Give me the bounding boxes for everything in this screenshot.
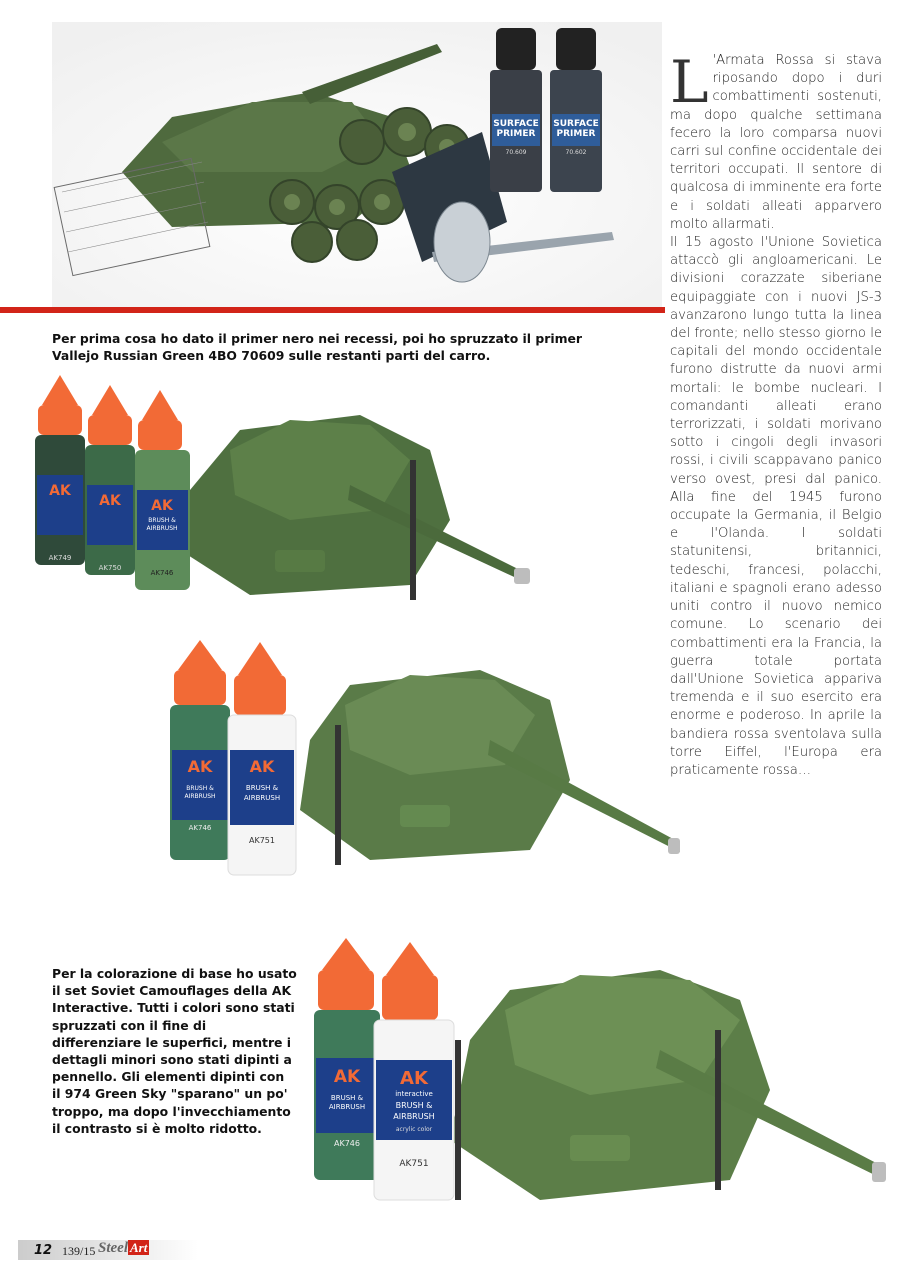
ak-code-6: AK746 bbox=[334, 1139, 360, 1148]
photo-camouflage-stage-1 bbox=[160, 630, 680, 880]
ak-code-7: AK751 bbox=[399, 1159, 429, 1169]
vallejo-code-1: 70.609 bbox=[505, 149, 527, 156]
ak-line2-5: AIRBRUSH bbox=[243, 794, 281, 802]
ak-line2-6: AIRBRUSH bbox=[328, 1103, 366, 1111]
magazine-logo bbox=[98, 1240, 149, 1257]
ak-bottle-746c bbox=[314, 938, 380, 1180]
photo-base-green-stage bbox=[30, 370, 550, 625]
ak-line-4: BRUSH & bbox=[186, 785, 214, 792]
ak-brand-6: AK bbox=[333, 1067, 361, 1087]
caption-primer: Per prima cosa ho dato il primer nero nei recessi, poi ho spruzzato il primer Vallejo Russian Green 4BO 70609 sulle restanti parti del carro. bbox=[52, 331, 583, 363]
ak-bottle-746b bbox=[170, 640, 230, 860]
page-number: 12 bbox=[34, 1243, 53, 1258]
ak-acrylic-7: acrylic color bbox=[395, 1126, 433, 1133]
drop-cap: L bbox=[670, 48, 709, 116]
vallejo-label-2-line2: PRIMER bbox=[556, 129, 596, 139]
vallejo-label-2-line1: SURFACE bbox=[553, 119, 599, 129]
logo-art: Art bbox=[130, 1240, 148, 1255]
ak-code-1: AK749 bbox=[48, 554, 72, 562]
ak-line-3: BRUSH & bbox=[148, 517, 176, 524]
photo-camouflage-stage-2 bbox=[300, 930, 900, 1240]
vallejo-label-1-line2: PRIMER bbox=[496, 129, 536, 139]
ak-code-5: AK751 bbox=[249, 836, 275, 845]
ak-brand-4: AK bbox=[187, 757, 213, 776]
issue-number: 139/15 bbox=[62, 1244, 96, 1258]
ak-line-5: BRUSH & bbox=[245, 784, 279, 792]
ak-line2-3: AIRBRUSH bbox=[146, 525, 178, 532]
ak-code-4: AK746 bbox=[188, 824, 212, 832]
article-paragraph-1: 'Armata Rossa si stava riposando dopo i duri combattimenti sostenuti, ma dopo qualche settimana fecero la loro comparsa nuovi carri sul confine occidentale dei territori occupati. Il sentore di qualcosa di imminente era forte e i soldati alleati apparvero molto allarmati. bbox=[670, 53, 882, 232]
vallejo-code-2: 70.602 bbox=[565, 149, 587, 156]
ak-code-2: AK750 bbox=[98, 564, 122, 572]
ak-code-3: AK746 bbox=[150, 569, 174, 577]
article-body bbox=[670, 48, 882, 780]
logo-steel: Steel bbox=[98, 1240, 128, 1256]
page-footer bbox=[0, 1234, 905, 1262]
ak-line2-4: AIRBRUSH bbox=[184, 793, 216, 800]
photo-primer-stage bbox=[52, 22, 662, 308]
ak-sub-7: interactive bbox=[395, 1090, 433, 1098]
red-divider bbox=[0, 307, 665, 313]
caption-base-color: Per la colorazione di base ho usato il set Soviet Camouflages della AK Interactive. Tutti i colori sono stati spruzzati con il fine di differenziare le superfici, mentre i dettagli minori sono stati dipinti a pennello. Gli elementi dipinti con il 974 Green Sky "sparano" un po' troppo, ma dopo l'invecchiamento il contrasto si è molto ridotto. bbox=[52, 966, 297, 1136]
ak-brand-7: AK bbox=[400, 1068, 428, 1089]
ak-brand-5: AK bbox=[249, 757, 275, 776]
ak-line2-7: AIRBRUSH bbox=[393, 1112, 435, 1121]
ak-line-7: BRUSH & bbox=[395, 1101, 433, 1110]
ak-brand-1: AK bbox=[49, 483, 71, 499]
article-paragraph-2: Il 15 agosto l'Unione Sovietica attaccò gli angloamericani. Le divisioni corazzate siberiane equipaggiate con i nuovi JS-3 avanzarono lungo tutta la linea del fronte; nello stesso giorno le capitali del mondo occidentale furono distrutte da nuovi armi mortali: le bombe nucleari. I comandanti alleati erano terrorizzati, i soldati morivano sotto i cingoli degli invasori rossi, i civili scappavano panico verso ovest, presi dal panico. Alla fine del 1945 furono occupate la Germania, il Belgio e l'Olanda. I soldati statunitensi, britannici, tedeschi, francesi, polacchi, italiani e spagnoli erano adesso uniti contro il nuovo nemico comune. Lo scenario dei combattimenti era la Francia, la guerra totale portata dall'Unione Sovietica appariva tremenda e il suo esercito era enorme e poderoso. In aprile la bandiera rossa sventolava sulla torre Eiffel, l'Europa era praticamente rossa… bbox=[670, 235, 882, 778]
ak-brand-3: AK bbox=[151, 498, 173, 514]
ak-brand-2: AK bbox=[99, 493, 121, 509]
ak-line-6: BRUSH & bbox=[330, 1094, 364, 1102]
vallejo-label-1-line1: SURFACE bbox=[493, 119, 539, 129]
